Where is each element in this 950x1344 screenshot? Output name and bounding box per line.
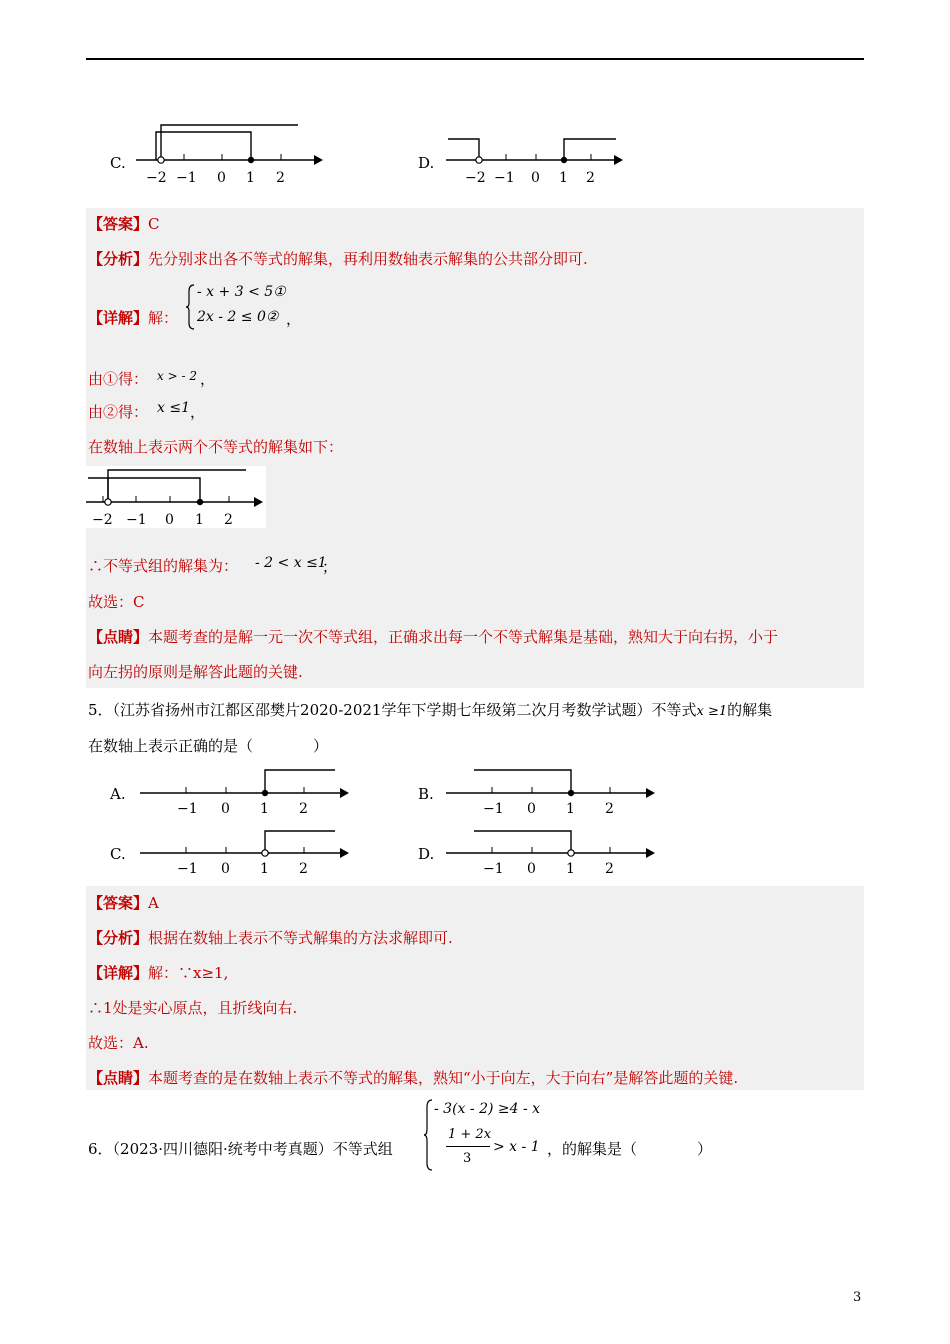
q4-from2-tail: ，: [190, 403, 206, 421]
q4-choose: 故选：C: [88, 593, 145, 611]
tick-label: −1: [494, 170, 515, 186]
q4-therefore-expr: - 2 < x ≤1: [255, 555, 327, 571]
tick-label: −1: [483, 861, 504, 877]
tick-label: 1: [559, 170, 568, 186]
top-rule: [86, 58, 864, 60]
q4-from2: 由②得：: [88, 403, 149, 421]
tick-label: 1: [260, 801, 269, 817]
q4-ineq2: 2x - 2 ≤ 0②: [197, 309, 279, 325]
tick-label: 2: [605, 861, 614, 877]
q5-option-c-numberline: [140, 826, 360, 878]
q4-from1: 由①得：: [88, 370, 149, 388]
q4-numberline-caption: 在数轴上表示两个不等式的解集如下：: [88, 438, 344, 456]
tick-label: 1: [195, 512, 204, 528]
tick-label: 0: [527, 801, 536, 817]
q4-analysis: 【分析】先分别求出各不等式的解集，再利用数轴表示解集的公共部分即可.: [88, 250, 588, 268]
tick-label: 1: [246, 170, 255, 186]
q5-choose: 故选：A.: [88, 1034, 149, 1052]
tick-label: −1: [176, 170, 197, 186]
tick-label: 2: [605, 801, 614, 817]
option-c-numberline: [136, 118, 326, 188]
tick-label: −1: [177, 801, 198, 817]
tick-label: 2: [224, 512, 233, 528]
tick-label: −2: [146, 170, 167, 186]
tick-label: 1: [260, 861, 269, 877]
q4-from1-expr: x > - 2: [157, 369, 197, 383]
q4-ineq1: - x + 3 < 5①: [197, 284, 286, 300]
q6-frac-den: 3: [463, 1151, 472, 1166]
q4-from2-expr: x ≤1: [157, 400, 190, 416]
page-number: 3: [853, 1290, 862, 1305]
q4-remark: 【点睛】本题考查的是解一元一次不等式组，正确求出每一个不等式解集是基础，熟知大于向右拐，小于: [88, 628, 779, 646]
tick-label: 0: [221, 801, 230, 817]
tick-label: 0: [527, 861, 536, 877]
q5-option-d-label: D.: [418, 845, 435, 863]
q6-ineq1: - 3(x - 2) ≥4 - x: [434, 1101, 541, 1117]
q4-answer: 【答案】C: [88, 215, 160, 233]
solution-numberline: [86, 466, 266, 528]
q4-remark-line2: 向左拐的原则是解答此题的关键.: [88, 663, 303, 681]
q5-detail: 【详解】解：∵x≥1,: [88, 964, 229, 982]
tick-label: 0: [217, 170, 226, 186]
tick-label: 0: [165, 512, 174, 528]
tick-label: −2: [465, 170, 486, 186]
tick-label: 2: [586, 170, 595, 186]
tick-label: 2: [299, 801, 308, 817]
q4-from1-tail: ，: [200, 370, 216, 388]
tick-label: 0: [531, 170, 540, 186]
tick-label: 2: [299, 861, 308, 877]
q5-option-c-label: C.: [110, 845, 126, 863]
q6-frac-rest: > x - 1: [493, 1139, 540, 1155]
q5-line2: ∴1处是实心原点，且折线向右.: [88, 999, 298, 1017]
tick-label: −2: [92, 512, 113, 528]
left-brace: [186, 283, 196, 331]
q6-frac-bar: [446, 1146, 490, 1147]
option-d-label: D.: [418, 154, 435, 172]
q5-option-d-numberline: [446, 826, 666, 878]
q5-stem: 5．（江苏省扬州市江都区邵樊片2020-2021学年下学期七年级第二次月考数学试题）不等式x ≥1的解集: [88, 701, 773, 719]
q4-therefore: ∴不等式组的解集为：: [88, 557, 239, 575]
q5-option-b-label: B.: [418, 785, 434, 803]
q5-answer: 【答案】A: [88, 894, 159, 912]
q5-option-a-numberline: [140, 766, 360, 818]
q6-left-brace: [424, 1098, 434, 1172]
option-d-numberline: [446, 118, 636, 188]
q6-tail: ，的解集是（ ）: [547, 1140, 713, 1158]
q5-option-a-label: A.: [110, 785, 126, 803]
q5-option-b-numberline: [446, 766, 666, 818]
q5-solution-block: [86, 886, 864, 1090]
tick-label: −1: [483, 801, 504, 817]
tick-label: 0: [221, 861, 230, 877]
tick-label: −1: [177, 861, 198, 877]
q6-frac-num: 1 + 2x: [448, 1127, 492, 1142]
q5-remark: 【点睛】本题考查的是在数轴上表示不等式的解集，熟知“小于向左，大于向右”是解答此题的关键.: [88, 1069, 739, 1087]
q4-therefore-tail: ；: [322, 558, 338, 576]
tick-label: 1: [566, 801, 575, 817]
tick-label: 2: [276, 170, 285, 186]
tick-label: −1: [126, 512, 147, 528]
q6-stem: 6．（2023·四川德阳·统考中考真题）不等式组: [88, 1140, 393, 1158]
q4-detail-lead: 【详解】解：: [88, 309, 179, 327]
q4-ineq-tail: ，: [286, 310, 302, 328]
q5-stem-line2: 在数轴上表示正确的是（ ）: [88, 737, 329, 755]
q5-analysis: 【分析】根据在数轴上表示不等式解集的方法求解即可.: [88, 929, 453, 947]
option-c-label: C.: [110, 154, 126, 172]
tick-label: 1: [566, 861, 575, 877]
